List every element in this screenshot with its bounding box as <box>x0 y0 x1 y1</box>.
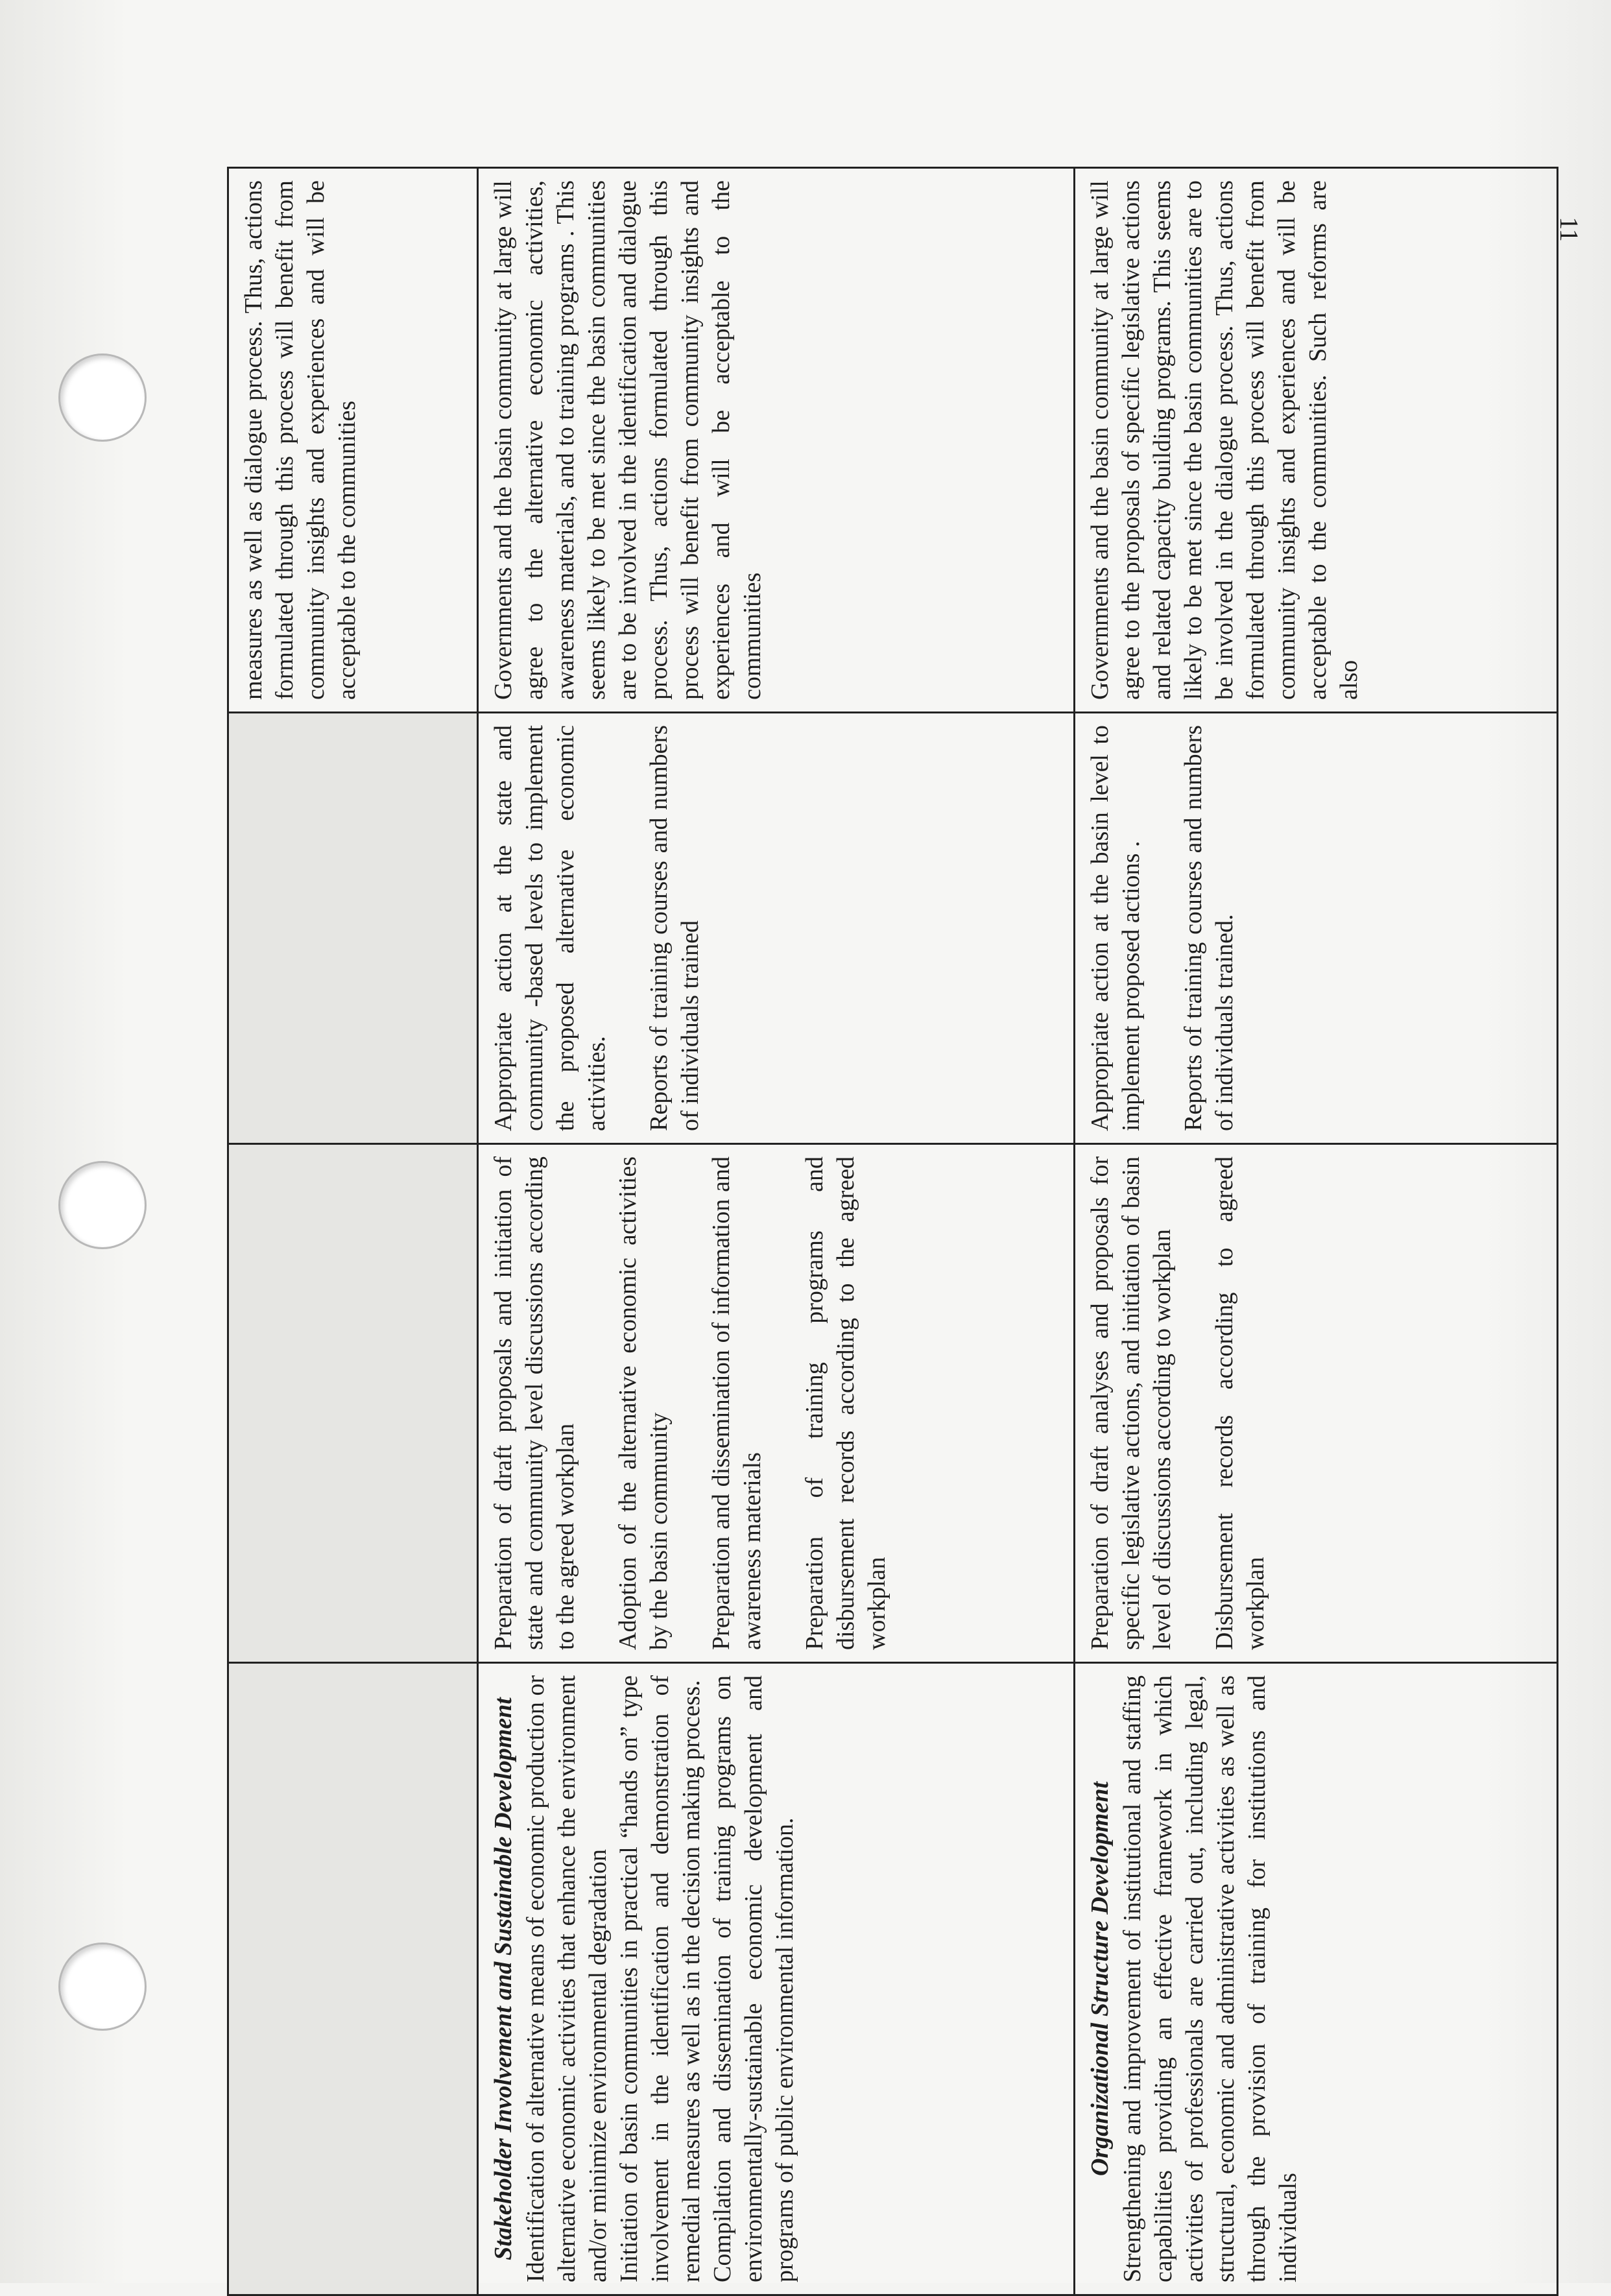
cell-paragraph: measures as well as dialogue process. Thus, actions formulated through this process will benefit from community insights and experiences and will be acceptable to the communities <box>240 180 361 700</box>
table-cell-col4 <box>1075 168 1558 713</box>
table-cell-col4 <box>228 168 478 713</box>
cell-paragraph: Appropriate action at the basin level to implement proposed actions . <box>1086 725 1145 1131</box>
cell-paragraph: Preparation and dissemination of information and awareness materials <box>708 1156 766 1650</box>
cell-paragraph: Preparation of draft proposals and initiation of state and community level discussions according to the agreed workplan <box>490 1156 579 1650</box>
punch-hole <box>58 353 147 442</box>
table-cell-col1 <box>478 1663 1075 2295</box>
table-cell-col3 <box>228 713 478 1144</box>
page-number: 11 <box>1554 217 1584 242</box>
cell-paragraph: Adoption of the alternative economic activities by the basin community <box>614 1156 673 1650</box>
cell-paragraph: Governments and the basin community at large will agree to the proposals of specific legislative actions and related capacity building programs. This seems likely to be met since the basin communities are to be involved in the dialogue process. Thus, actions formulated through this process will benefit from community insights and experiences and will be acceptable to the communities. Such reforms are also <box>1086 180 1363 700</box>
cell-paragraph: Appropriate action at the state and community -based levels to implement the proposed alternative economic activities. <box>490 725 610 1131</box>
table-cell-col1 <box>228 1663 478 2295</box>
section-heading: Organizational Structure Development <box>1086 1781 1114 2177</box>
cell-paragraph: Disbursement records according to agreed workplan <box>1211 1156 1269 1650</box>
cell-paragraph: Governments and the basin community at large will agree to the alternative economic activities, awareness materials, and to training programs . This seems likely to be met since the basin communities are to be involved in the identification and dialogue process. Thus, actions formulated through this process will benefit from community insights and experiences and will be acceptable to the communities <box>490 180 766 700</box>
cell-paragraph: Reports of training courses and numbers of individuals trained <box>645 725 704 1131</box>
table-row <box>478 168 1075 2295</box>
cell-paragraph: Preparation of training programs and disbursement records according to the agreed workplan <box>801 1156 890 1650</box>
cell-paragraph: Reports of training courses and numbers of individuals trained. <box>1180 725 1238 1131</box>
table-cell-col3 <box>1075 713 1558 1144</box>
table-cell-col2 <box>478 1144 1075 1663</box>
cell-paragraph: Identification of alternative means of economic production or alternative economic activities that enhance the environment and/or minimize environmental degradation <box>522 1675 612 2282</box>
cell-paragraph: Compilation and dissemination of training programs on environmentally-sustainable economic development and programs of public environmental information. <box>709 1675 798 2282</box>
table-cell-col1 <box>1075 1663 1558 2295</box>
table-cell-col4 <box>478 168 1075 713</box>
table-row <box>1075 168 1558 2295</box>
table-body <box>228 168 1558 2295</box>
cell-paragraph: Strengthening and improvement of institutional and staffing capabilities providing an effective framework in which activities of professionals are carried out, including legal, structural, economic and administrative activities as well as through the provision of training for institutions and individuals <box>1119 1675 1302 2282</box>
punch-hole <box>58 1161 147 1249</box>
cell-paragraph: Preparation of draft analyses and proposals for specific legislative actions, and initiation of basin level of discussions according to workplan <box>1086 1156 1176 1650</box>
table-cell-col3 <box>478 713 1075 1144</box>
rotated-table-container <box>227 169 1557 2296</box>
table-cell-col2 <box>1075 1144 1558 1663</box>
table-row <box>228 168 478 2295</box>
punch-hole <box>58 1943 147 2031</box>
logframe-table <box>227 167 1558 2296</box>
table-cell-col2 <box>228 1144 478 1663</box>
cell-paragraph: Initiation of basin communities in practical “hands on” type involvement in the identification and demonstration of remedial measures as well as in the decision making process. <box>615 1675 705 2282</box>
section-heading: Stakeholder Involvement and Sustainable Development <box>490 1697 517 2260</box>
